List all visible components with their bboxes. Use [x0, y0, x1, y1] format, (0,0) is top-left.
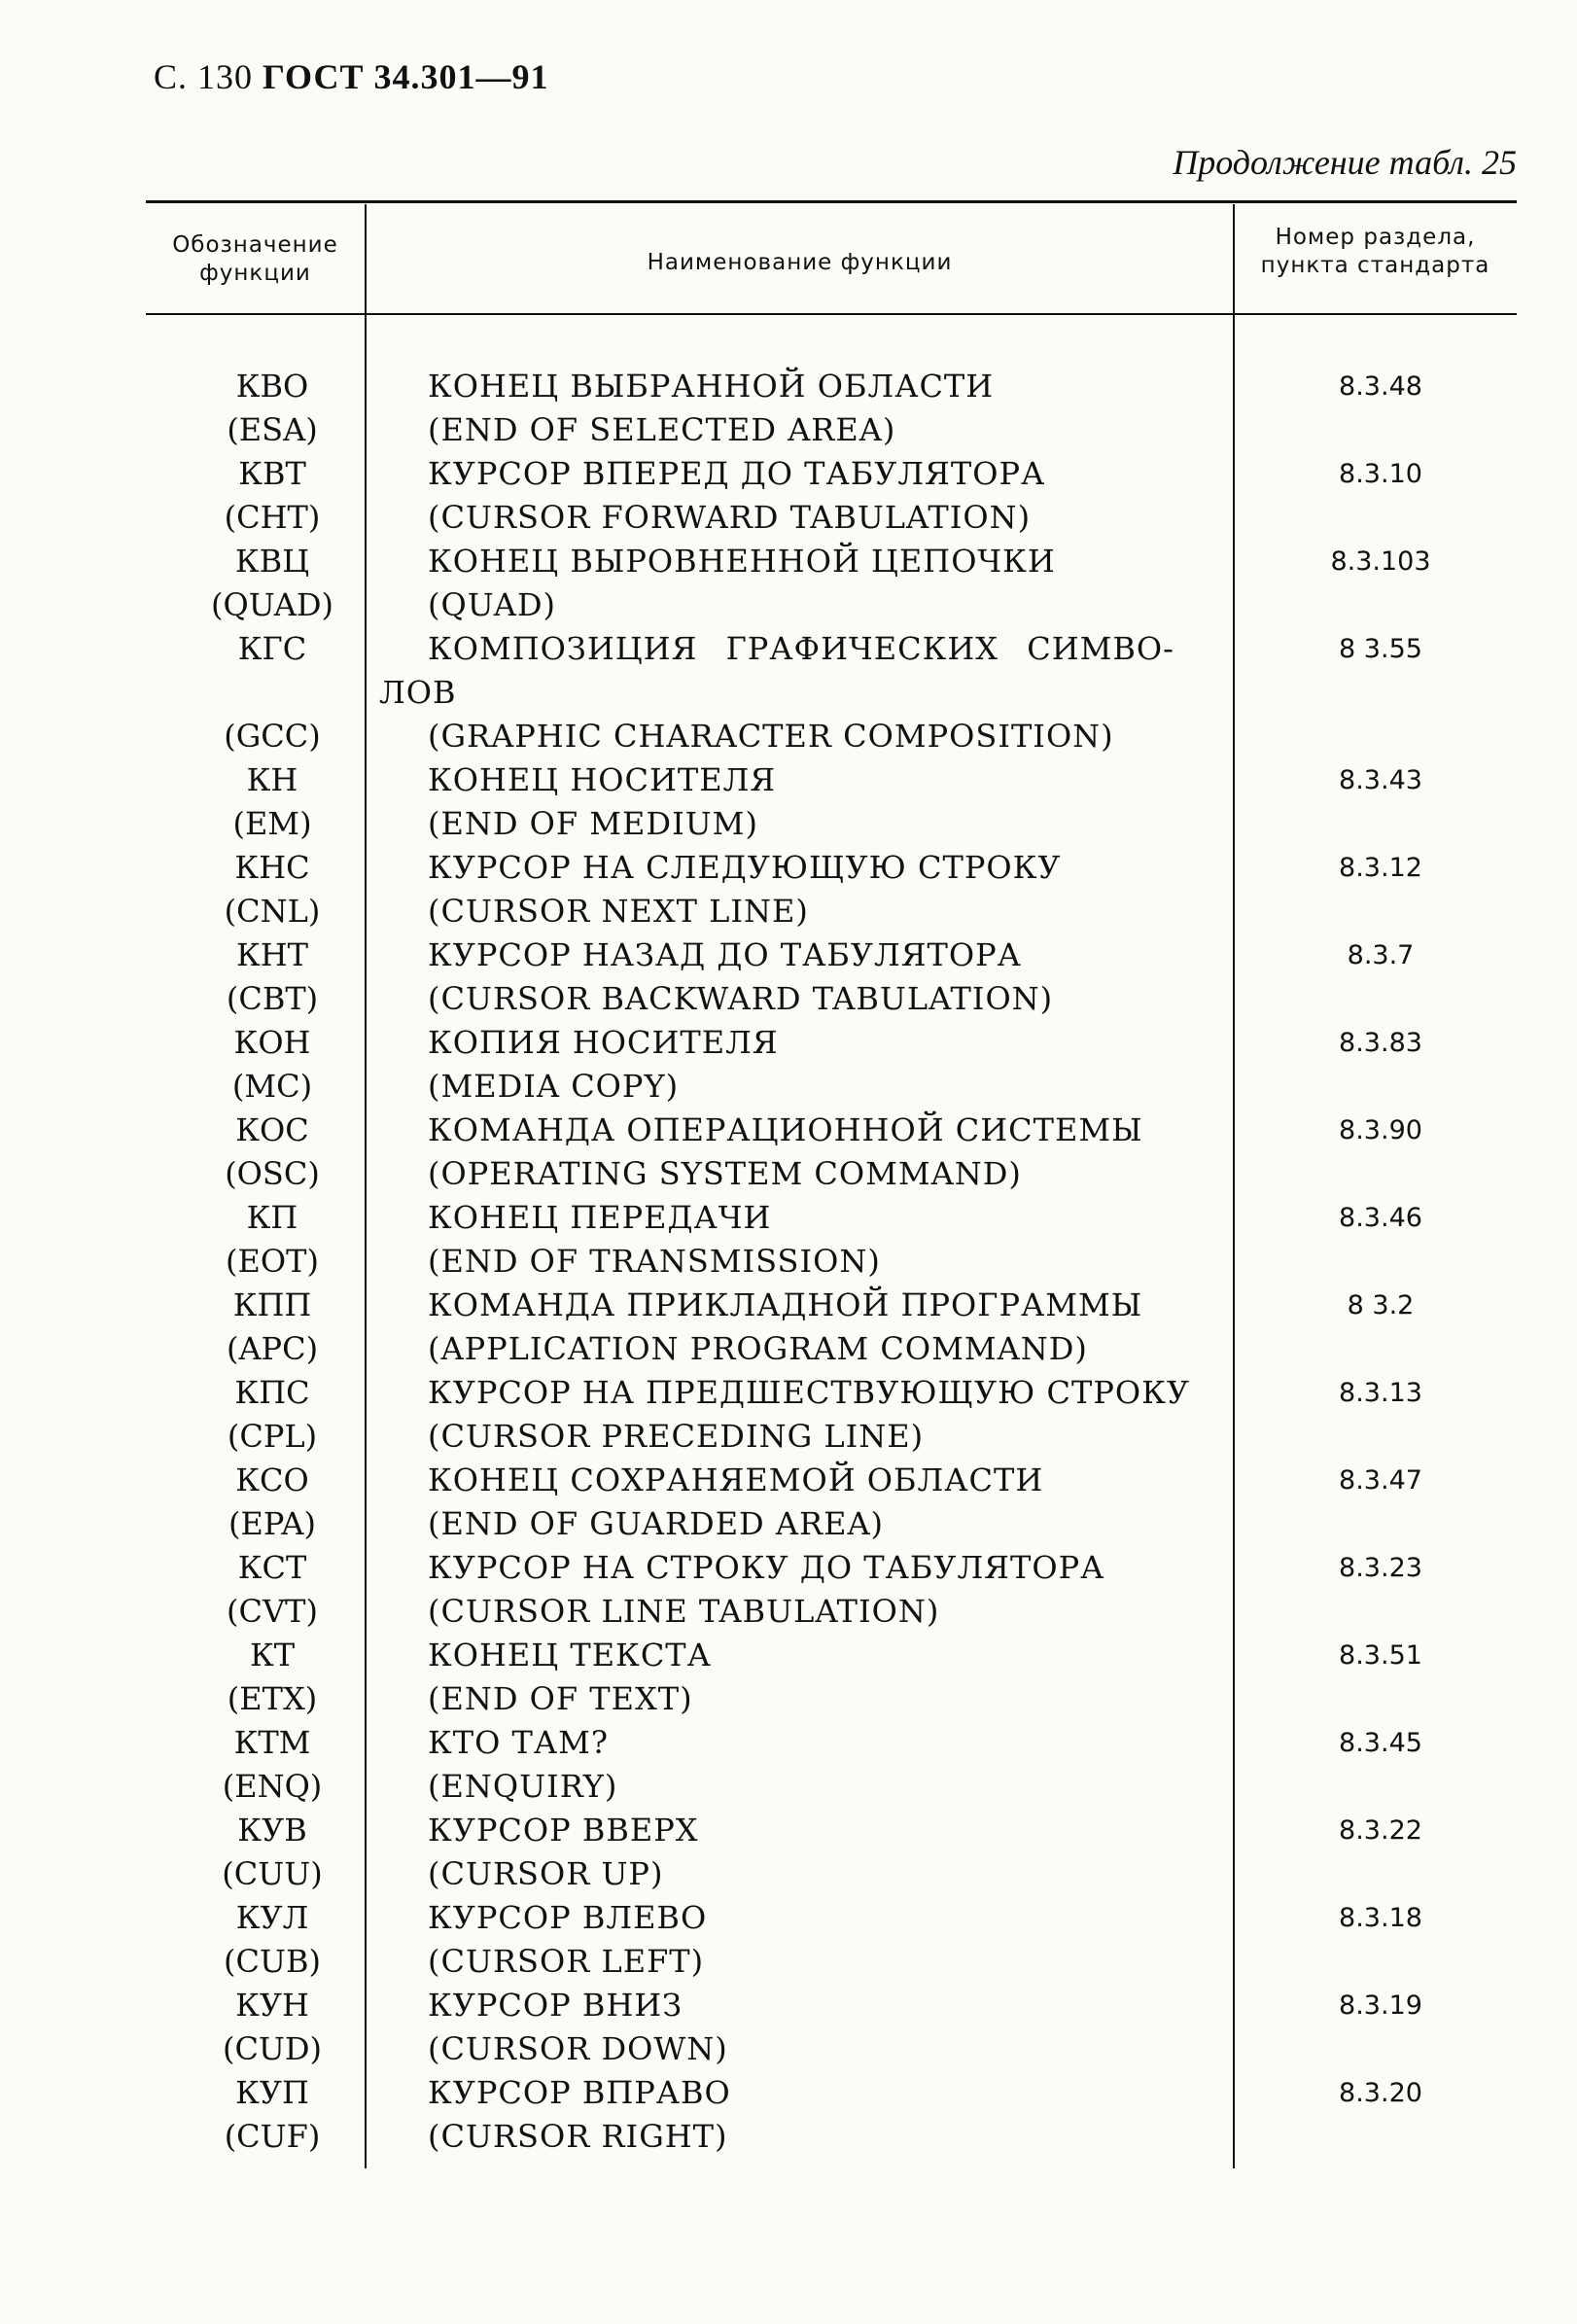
- function-name-en: (CURSOR DOWN): [428, 2030, 728, 2067]
- section-number: 8 3.2: [1347, 1290, 1415, 1320]
- function-name-ru: КУРСОР ВПЕРЕД ДО ТАБУЛЯТОРА: [428, 455, 1046, 492]
- function-name-en: (APPLICATION PROGRAM COMMAND): [428, 1330, 1088, 1367]
- table-row: [0, 1284, 1577, 1371]
- section-number: 8.3.10: [1339, 459, 1422, 489]
- designation-en: (APC): [226, 1330, 319, 1367]
- table-row: [0, 1896, 1577, 1984]
- section-number: 8.3.46: [1339, 1203, 1422, 1233]
- function-name-en: (CURSOR LINE TABULATION): [428, 1593, 940, 1630]
- function-name-ru: КУРСОР НА СТРОКУ ДО ТАБУЛЯТОРА: [428, 1549, 1105, 1586]
- function-name-ru: КОМАНДА ОПЕРАЦИОННОЙ СИСТЕМЫ: [428, 1111, 1143, 1148]
- section-number: 8.3.45: [1339, 1728, 1422, 1758]
- function-name-ru: КОНЕЦ ТЕКСТА: [428, 1637, 712, 1673]
- designation-en: (CUB): [224, 1943, 321, 1980]
- designation-ru: КОС: [235, 1111, 309, 1148]
- section-number: 8.3.103: [1330, 546, 1431, 577]
- function-name-en: (MEDIA COPY): [428, 1068, 680, 1105]
- designation-ru: КГС: [237, 630, 307, 667]
- section-number: 8.3.20: [1339, 2078, 1422, 2108]
- table-row: [0, 758, 1577, 846]
- table-row: [0, 933, 1577, 1021]
- function-name-en: (CURSOR BACKWARD TABULATION): [428, 980, 1054, 1017]
- designation-en: (ENQ): [222, 1768, 323, 1805]
- table-caption: Продолжение табл. 25: [1173, 143, 1517, 182]
- function-name-en: (QUAD): [428, 586, 556, 623]
- designation-en: (CUD): [222, 2030, 323, 2067]
- designation-ru: КПС: [234, 1374, 310, 1411]
- function-name-ru: КУРСОР НА СЛЕДУЮЩУЮ СТРОКУ: [428, 849, 1062, 886]
- designation-en: (EPA): [228, 1505, 317, 1542]
- designation-ru: КПП: [232, 1286, 312, 1323]
- table-row: [0, 1371, 1577, 1459]
- designation-en: (OSC): [225, 1155, 320, 1192]
- table-row: [0, 1634, 1577, 1721]
- function-name-en: (CURSOR LEFT): [428, 1943, 705, 1980]
- table-row: [0, 846, 1577, 933]
- column-header-designation-line2: функции: [199, 261, 311, 286]
- designation-ru: КВЦ: [234, 543, 310, 580]
- designation-en: (CUF): [224, 2118, 321, 2155]
- designation-ru: КУН: [235, 1987, 309, 2024]
- designation-en: (MC): [231, 1068, 313, 1105]
- section-number: 8.3.12: [1339, 853, 1422, 883]
- function-name-ru-continuation: ЛОВ: [379, 674, 457, 711]
- designation-ru: КП: [246, 1199, 298, 1236]
- function-name-en: (END OF SELECTED AREA): [428, 411, 896, 448]
- section-number: 8.3.23: [1339, 1553, 1422, 1583]
- standard-number: ГОСТ 34.301—91: [263, 57, 549, 96]
- section-number: 8.3.47: [1339, 1465, 1422, 1496]
- designation-ru: КТ: [249, 1637, 296, 1673]
- function-name-ru: КОНЕЦ ВЫБРАННОЙ ОБЛАСТИ: [428, 368, 995, 405]
- function-name-ru: КОМПОЗИЦИЯ ГРАФИЧЕСКИХ СИМВО-: [428, 630, 1174, 667]
- designation-ru: КСО: [235, 1461, 309, 1498]
- function-name-ru: КУРСОР ВВЕРХ: [428, 1812, 699, 1849]
- section-number: 8.3.43: [1339, 765, 1422, 795]
- function-name-en: (CURSOR NEXT LINE): [428, 893, 809, 930]
- function-name-en: (ENQUIRY): [428, 1768, 618, 1805]
- function-name-en: (CURSOR PRECEDING LINE): [428, 1418, 925, 1455]
- function-name-ru: КОНЕЦ ВЫРОВНЕННОЙ ЦЕПОЧКИ: [428, 543, 1056, 580]
- table-row: [0, 365, 1577, 452]
- designation-ru: КОН: [233, 1024, 311, 1061]
- designation-ru: КУВ: [237, 1812, 307, 1849]
- designation-en: (ETX): [227, 1680, 318, 1717]
- table-row: [0, 1721, 1577, 1809]
- section-number: 8.3.83: [1339, 1028, 1422, 1058]
- table-row: [0, 1546, 1577, 1634]
- designation-ru: КНС: [234, 849, 310, 886]
- section-number: 8.3.19: [1339, 1990, 1422, 2021]
- section-number: 8.3.90: [1339, 1115, 1422, 1145]
- column-header-section: [1237, 224, 1514, 280]
- designation-en: (EM): [232, 805, 312, 842]
- designation-en: (CVT): [227, 1593, 318, 1630]
- function-name-ru: КУРСОР ВНИЗ: [428, 1987, 683, 2024]
- function-name-ru: КОНЕЦ ПЕРЕДАЧИ: [428, 1199, 772, 1236]
- function-name-en: (CURSOR FORWARD TABULATION): [428, 499, 1032, 536]
- function-name-en: (END OF TEXT): [428, 1680, 693, 1717]
- column-header-name: Наименование функции: [647, 250, 953, 275]
- designation-ru: КУП: [235, 2074, 309, 2111]
- column-header-designation-line1: Обозначение: [172, 232, 338, 258]
- function-name-ru: КОПИЯ НОСИТЕЛЯ: [428, 1024, 779, 1061]
- designation-ru: КВТ: [238, 455, 306, 492]
- table-row: [0, 540, 1577, 627]
- section-number: 8.3.48: [1339, 371, 1422, 402]
- designation-ru: КСТ: [237, 1549, 307, 1586]
- section-number: 8.3.18: [1339, 1903, 1422, 1933]
- function-name-ru: КУРСОР НА ПРЕДШЕСТВУЮЩУЮ СТРОКУ: [428, 1374, 1190, 1411]
- table-row: [0, 1459, 1577, 1546]
- function-name-ru: КУРСОР НАЗАД ДО ТАБУЛЯТОРА: [428, 936, 1022, 973]
- designation-en: (CBT): [226, 980, 319, 1017]
- function-name-en: (CURSOR RIGHT): [428, 2118, 728, 2155]
- page-number: С. 130: [154, 57, 254, 96]
- designation-en: (CPL): [227, 1418, 318, 1455]
- section-number: 8.3.13: [1339, 1378, 1422, 1408]
- function-name-en: (GRAPHIC CHARACTER COMPOSITION): [428, 718, 1114, 755]
- column-header-designation: [151, 231, 360, 288]
- designation-en: (CUU): [222, 1855, 323, 1892]
- designation-ru: КВО: [235, 368, 309, 405]
- designation-ru: КТМ: [233, 1724, 311, 1761]
- column-header-section-line1: Номер раздела,: [1275, 225, 1476, 250]
- function-name-ru: КОНЕЦ СОХРАНЯЕМОЙ ОБЛАСТИ: [428, 1461, 1044, 1498]
- table-row: [0, 452, 1577, 540]
- section-number: 8 3.55: [1339, 634, 1422, 664]
- designation-en: (EOT): [226, 1243, 319, 1280]
- function-name-ru: КОМАНДА ПРИКЛАДНОЙ ПРОГРАММЫ: [428, 1286, 1143, 1323]
- table-header-bottom-rule: [146, 313, 1517, 315]
- function-name-ru: КТО ТАМ?: [428, 1724, 610, 1761]
- section-number: 8.3.7: [1347, 940, 1415, 970]
- function-name-en: (END OF TRANSMISSION): [428, 1243, 881, 1280]
- table-row: [0, 627, 1577, 758]
- designation-ru: КУЛ: [235, 1899, 309, 1936]
- table-row: [0, 1984, 1577, 2071]
- designation-en: (CHT): [224, 499, 321, 536]
- function-name-en: (END OF GUARDED AREA): [428, 1505, 885, 1542]
- designation-en: (ESA): [227, 411, 318, 448]
- function-name-en: (OPERATING SYSTEM COMMAND): [428, 1155, 1022, 1192]
- table-row: [0, 2071, 1577, 2159]
- designation-en: (GCC): [224, 718, 321, 755]
- page-header: [154, 56, 548, 97]
- function-name-en: (END OF MEDIUM): [428, 805, 758, 842]
- function-name-en: (CURSOR UP): [428, 1855, 664, 1892]
- designation-ru: КНТ: [235, 936, 308, 973]
- function-name-ru: КУРСОР ВЛЕВО: [428, 1899, 708, 1936]
- table-row: [0, 1809, 1577, 1896]
- designation-en: (CNL): [224, 893, 321, 930]
- table-row: [0, 1196, 1577, 1284]
- function-name-ru: КУРСОР ВПРАВО: [428, 2074, 731, 2111]
- section-number: 8.3.22: [1339, 1815, 1422, 1846]
- function-name-ru: КОНЕЦ НОСИТЕЛЯ: [428, 761, 777, 798]
- section-number: 8.3.51: [1339, 1640, 1422, 1671]
- designation-ru: КН: [246, 761, 298, 798]
- designation-en: (QUAD): [211, 586, 333, 623]
- table-row: [0, 1109, 1577, 1196]
- column-header-section-line2: пункта стандарта: [1260, 253, 1490, 278]
- table-top-rule: [146, 200, 1517, 203]
- table-row: [0, 1021, 1577, 1109]
